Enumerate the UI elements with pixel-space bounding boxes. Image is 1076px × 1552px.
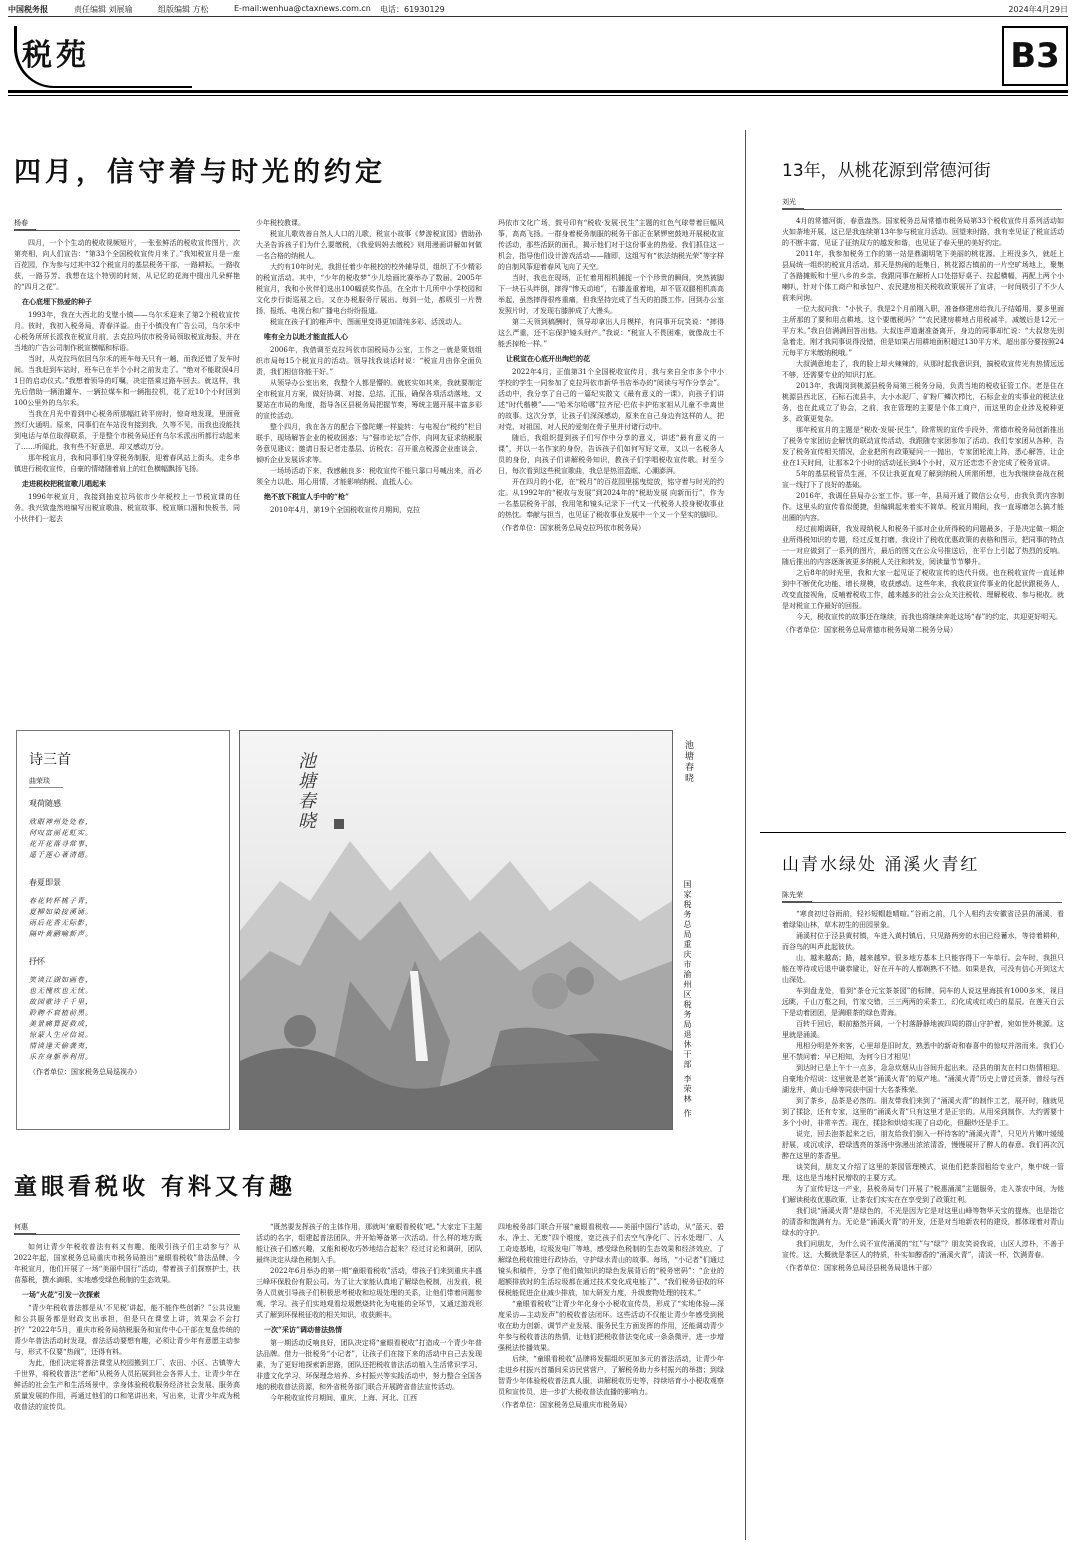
article4-author: 何惠 [14, 1222, 36, 1234]
article1-credit: （作者单位：国家税务总局克拉玛依市税务局） [498, 524, 645, 532]
poem-line: 情谈逢天偷袭夷， [29, 1042, 93, 1050]
poem-line: 美景痛算捉救成， [29, 1020, 93, 1028]
subheading: 让税宣在心底开出绚烂的花 [506, 354, 590, 363]
paragraph: 今年税收宣传月期间，重庆、上海、河北、江西 [270, 1394, 417, 1402]
paragraph: 税宣在孩子们的稚声中、图画里变得更加清纯多彩、活泼动人。 [270, 318, 466, 326]
poem-line: 隔叶黄鹂喻新声。 [29, 930, 93, 938]
poems-box [16, 730, 230, 1130]
article4-column-2 [256, 1222, 482, 1542]
poem-line: 聆聘不衰植前黑。 [29, 1009, 93, 1017]
paragraph: 1993年，我在大西北的戈壁小镇——乌尔禾迎来了第2个税收宣传月。彼时，我初入税务局，青春洋溢。由于小镇没有广告公司，乌尔禾中心税务所所长派我在税宣月前，去克拉玛依市税务局领取税宣海报，并在当地的广告公司制作税宣横幅和标语。 [14, 311, 240, 352]
paragraph: 开在四月的小花，在“税月”的百花园里摇曳绽放，铭守着与时光的约定。从1992年的“税收与发展”到2024年的“税助发展 向新而行”，作为一名基层税务干部，我用笔和镜头记录下一代又一代税务人投身税收事业的热忱。奉献与担当，也见证了税收事业发展中一个又一个坚实的脚印。 [498, 478, 724, 519]
section-rule [760, 832, 1066, 833]
poem-line: 也无愧疚也无忧。 [29, 987, 93, 995]
landscape-painting [239, 730, 673, 1130]
paragraph: 为此，他们决定将普法课堂从校园搬到工厂、农田、小区、古镇等大千世界，将税收普法“老师”从税务人员拓展到社会各界人士，让青少年在鲜活的社会生产和生活场景中，亲身体验税收服务经济社会发展、服务高质量发展的作用，再通过他们的口和笔讲出来，写出来，让青少年成为税收普法的宣传员。 [14, 1359, 240, 1411]
article1-byline-rule [14, 230, 240, 231]
paragraph: 第一期活动反响良好，团队决定将“童眼看税收”打造成一个青少年普法品牌。借力一批税务“小记者”，让孩子们在接下来的活动中自己去发现素，为了更好地探索新思路，团队还把税收普法活动植入生活常识学习、非遗文化学习、环保理念培养、乡村振兴等实践活动中，努力整合全国各地的税收普法资源，和外省税务部门联合开展跨省普法宣传活动。 [256, 1339, 482, 1391]
paragraph: 涌溪村位于泾县黄村镇，车进入黄村镇后，只见路两旁的水田已经蓄水，等待着耕种，而谷鸟的叫声此起彼伏。 [782, 932, 1064, 951]
paragraph: 整个四月，我在各方的配合下像陀螺一样旋转：与电视台“税约”栏目联手，现场解答企业的税收困惑；与“强市论坛”合作，向网友征求纳税服务意见建议；邀请日报记者走基层、访税农；召开重点税源企业座谈会，倾听企业发展诉求等。 [256, 423, 482, 464]
paragraph: 2006年，我借调至克拉玛依市国税局办公室，工作之一就是策划组织市局每15个税宣月的活动。领导找我谈话时说：“税宣月由你全面负责，我们相信你能干好。” [256, 346, 482, 376]
article3-headline: 山青水绿处 涌溪火青红 [782, 855, 980, 875]
top-info-bar [8, 2, 1068, 17]
article2-headline: 13年，从桃花源到常德河街 [782, 161, 991, 181]
paragraph: 5年的基层税管员生涯，不仅让我更直观了解到纳税人所需所想，也为我继续奋战在税宣一线打下了良好的基础。 [782, 470, 1064, 489]
article1-column-1 [14, 238, 240, 718]
article4-column-3 [498, 1222, 724, 1542]
paragraph: 当我在月光中看到中心税务所那幅红砖平房时，惊奇地发现，里面竟然灯火通明。原来，同事们在车站没有接到我，久等不见，而我也没能找到电话与单位取得联系，于是整个市税务局还有乌尔禾派出所都行动起来了……听闻此，我有些不好意思，却又感动万分。 [14, 410, 240, 451]
article3-body [782, 909, 1064, 1544]
paragraph: 山，越来越高；路，越来越窄。很多地方基本上只能容得下一车单行。会车时，我担只能在等待或后退中谦恭避让，好在开车的人都娴熟不不错。如果是我，可没有信心开到这大山深处。 [782, 954, 1064, 984]
masthead [8, 20, 1068, 86]
poem-title: 抒怀 [29, 957, 45, 966]
paragraph: 我们问朋友，为什么说不宣传涌溪的“红”与“绿”？朋友笑说我说，山区人淳朴，不善于宣传。这，大概就是茶区人的特质，朴实如醇香的“涌溪火青”，清淡一杯，饮满青春。 [782, 1240, 1064, 1259]
poem-line: 雨后花香无际影， [29, 919, 93, 927]
paragraph: 那年税宣月，我和同事们身穿税务制服，迎着春风站上街头，走乡串镇进行税收宣传，自豪的情绪随着肩上的红色横幅飘扬飞扬。 [14, 454, 240, 473]
painting-caption-title: 池塘春晓 [683, 740, 693, 784]
paragraph: 从领导办公室出来，我整个人都是懵的。就底实如其来，我就要制定全市税宣月方案，做好协调、对接、总结、汇报，确保各项活动落地，又要站在市局的角度，指导各区县税务局把握节奏，筹统主题开展丰富多彩的宣传活动。 [256, 379, 482, 420]
paragraph: 之后8年的时光里，我和大家一起见证了税收宣传的迭代升级。也在税收宣传一直延伸到中不断优化功能、增长规模，收获感动。这些年来，我收获宣传事业的化起伏跟税务人，改变直接视角，反哺着税收工作，越来越多的社会公众关注税收、理解税收、参与税收。就是对税宣工作最好的回报。 [782, 569, 1064, 610]
paragraph: 税宣儿歌效善自然人人口的儿歌，税宣小故事《梦游税宣园》借助孙大圣告诉孩子们为什么要缴税，《我爱妈妈去缴税》则用漫画讲解如何做一名合格的纳税人。 [256, 230, 482, 260]
paragraph: 那年税宣月的主题是“税收·发展·民生”，除常规的宣传手段外，常德市税务局创新推出了税务专家团访企解忧的联动宣传活动，我跟随专家团参加了活动。我们专家团从各种，告发了税务宣传相关情况，企业把所有政策疑问一一抛出，专家团轮流上阵，悉心解答，让企业在1天时间，让那本2个小时的活动延长到4个小时，双方还恋恋不舍完成了税务宣讲。 [782, 426, 1064, 467]
poem-title: 春夏即景 [29, 878, 61, 887]
article2-byline-rule [782, 209, 1062, 210]
article1-author: 杨春 [14, 218, 36, 230]
article1-column-2 [256, 218, 482, 718]
poems-title: 诗三首 [29, 752, 71, 768]
paragraph: “既然要发挥孩子的主体作用，那就叫‘童眼看税收’吧。”大家定下主题活动的名字，组建起普法团队，并开始筹备第一次活动。什么样的地方既能让孩子们感兴趣，又能和税收巧妙地结合起来？经过讨论和调研，团队最终决定从绿色税制入手。 [256, 1223, 482, 1264]
poem-line: 惊蒙人生应信说。 [29, 1031, 93, 1039]
paragraph: 第二天领到稿酬时，领导却拿出人月模样，有同事开玩笑说：“摔得这么严重，还不忘保护镜头财产。”我说：“税宣人不畏困难，就像战士不能丢掉枪一样。” [498, 318, 724, 348]
poem-line: 乐在身躯举利用。 [29, 1053, 93, 1061]
paragraph: 说完，回去泡茶起来之后，朋友给我们倒入一杯待客的“涌溪火青”，只见片片嫩叶缓缓舒展，或沉或浮，碧绿透亮的茶汤中弥漫出浓浓清香，慢慢展开了醉人的春意。我们再次沉醉在这里的茶香里。 [782, 1130, 1064, 1160]
paragraph: 甩相分明是外来客，心里却是旧时友，熟悉中的新奇和春喜中的惊叹并溶而来。我们心里不禁问着：早已相知，为何今日才相见！ [782, 1042, 1064, 1061]
poem-line: 花开花落寻常事， [29, 840, 93, 848]
page-number: B3 [1002, 26, 1068, 86]
poem-line: 春花转杯桃子青， [29, 897, 93, 905]
article3-byline-rule [782, 902, 1062, 903]
paragraph: 如何让青少年税收普法有料又有趣，能吸引孩子们主动参与？从2022年起，国家税务总局重庆市税务局推出“童眼看税收”普法品牌，今年税宣月，他们开展了一场“美丽中国行”活动，带着孩子们探察护土，扶苗慕税，撰水滴眼，实地感受绿色税制的生态效果。 [14, 1243, 240, 1284]
article4-byline-rule [14, 1234, 240, 1235]
painting-caption-author: 国家税务总局重庆市渝州区税务局退休干部 李荣林 作 [683, 880, 692, 1120]
poem-line: 遥于莲心著清德。 [29, 851, 93, 859]
paragraph: 到达时已是上午十一点多，急急炊烟从山谷间升起出来。泾县的朋友在村口热情相迎。自豪地介绍说：这里就是老茶“涌溪火青”的原产地。“涌溪火青”历史上曾过贡茶，曾经与西湖龙井、黄山毛峰等同获中国十大名茶殊荣。 [782, 1064, 1064, 1094]
issue-date: 2024年4月29日 [1008, 5, 1068, 14]
paragraph: 一位大叔问我：“小伙子，我是2个月前刚入职，准备修建房给我儿子结婚用，要多里面主所那的了要和用点耕地，这个要缴税吗？”“农民建房耕地占用税减半，减缴后是12元一平方米。”我自信满满回答出他。大叔连声道谢准备离开，身边的同事却忙说：“大叔您先别急着走，刚才我同事说得没错，但是如果占用耕地面积超过130平方米，超出部分要按照24元每平方米缴纳税哦。” [782, 305, 1064, 357]
paragraph: 我们说“涌溪火青”是绿色的，不光是因为它是对这里山峰等物华天宝的提炼，也是指它的清香和饱满有力。无论是“涌溪火青”的开发，还是对当地新农村的建设，都体现着对青山绿水的守护。 [782, 1207, 1064, 1237]
article2-author: 刘光 [782, 197, 804, 209]
paragraph: 少年税校教课。 [256, 219, 305, 227]
poem-line: 何叹富丽花虹实。 [29, 829, 93, 837]
article4-column-1 [14, 1242, 240, 1542]
article3-credit: （作者单位：国家税务总局泾县税务局退休干部） [782, 1264, 936, 1272]
paragraph: 2022年4月，正值第31个全国税收宣传月，我与来自全市多个中小学校的学生一同参加了克拉玛依市新华书店举办的“阅读与写作分享会”。活动中，我分享了自己的一篇纪实散文《最有意义的一课》，向孩子们讲述“时代楷模”——“哈米尔哈哪”拉齐尼·巴依卡护佑家祖从儿童不幸离世的故事。这次分享，让孩子们深深感动，原来在自己身边有这样的人，把对党、对祖国、对人民的爱刻在骨子里并付诸行动中。 [498, 368, 724, 431]
paragraph: 百转千回后，眼前豁然开阔，一个村落静静地被四周的群山守护着，宛如世外桃源。这里就是涌溪。 [782, 1020, 1064, 1039]
subheading: 绝不放下税宣人手中的“枪” [264, 492, 350, 501]
article2-body [782, 216, 1064, 828]
article4-credit: （作者单位：国家税务总局重庆市税务局） [498, 1401, 631, 1409]
paragraph: 今天，税收宣传的故事还在继续，而我也将继续奔赴这场“春”的约定，共迎更好明天。 [796, 613, 1063, 621]
paper-name: 中国税务报 [8, 5, 48, 14]
paragraph: 1996年税宣月，我接到抽克拉玛依市少年税校上一节税宣课的任务。我兴致盎然地编写出税宣歌曲、税宣故事、税宣顺口溜和快板书，同小伙伴们一起去 [14, 493, 240, 523]
paragraph: 后续，“童眼看税收”品牌将发掘组织更加多元的普法活动，让青少年走进乡村振兴首播间采访民营营户，了解税务助力乡村振兴的举措；到绿智青少年体验税收普法真人服，讲解税收历史等，持续培育小小税收观察员和宣传员，进一步扩大税收普法直播的影响力。 [498, 1355, 724, 1396]
poems-author: 曲荣琰 [29, 776, 63, 788]
subheading: 一次“采访”调动普法热情 [264, 1325, 343, 1334]
article2-credit: （作者单位：国家税务总局常德市税务局第二税务分局） [782, 626, 957, 634]
article1-headline: 四月，信守着与时光的约定 [14, 157, 386, 188]
paragraph: 到了茶乡，品茶是必然的。朋友带我们来到了“涌溪火青”的制作工艺，展开时，随就见到了揉捻，还有专家，这里的“涌溪火青”只有这里才是正宗的。从用采到制作，大约需要十多个小时，非常辛苦。现在，揉捻和烘焙实现了自动化，但翻炒还是手工。 [782, 1097, 1064, 1127]
painting-inscription: 池塘春晓 [295, 751, 316, 831]
paragraph: 谈笑间，朋友又介绍了这里的茶园管理模式，说他们把茶园租给专业户，集中统一管理，这也是当地村民增收的主要方式。 [782, 1163, 1064, 1182]
paragraph: 4月的常德河街，春意盎然。国家税务总局常德市税务局第33个税收宣传月系列活动如火如荼地开展，这已是我连续第13年参与税宣月活动。回望来时路，我有幸见证了税宣活动的不断丰富，见证了征纳双方的越发和谐，也见证了春天里的美好约定。 [782, 217, 1064, 247]
editor: 责任编辑 刘展瑜 [74, 5, 133, 14]
poem-line: 故园歌诗千千里， [29, 998, 93, 1006]
composer: 组版编辑 方松 [158, 5, 209, 14]
paragraph: 2011年，我参加税务工作的第一站是鼎湖明笔下美丽的桃花源。上班没多久，就赶上县局统一组织的税宣月活动。那天是热闹的赶集日，桃花源古镇前的一片空旷场地上，聚集了各路摊贩和十里八乡的乡亲。我跟同事在解析人口处搭好桌子、拉起横幅，再配上两个小喇叭，针对个体工商户和承包户、农民建房相关税收政策展开了宣讲，一时间吸引了不少人前来问询。 [782, 250, 1064, 302]
paragraph: 经过前期调研，我发现纳税人和税务干部对企业所得税的问题最多，于是决定做一期企业所得税知识的专题，经过反复打磨，我设计了税收优惠政策的表格和图示，把同事的特点一一对应做到了一系列的图片，最后的图文在公众号推送后，在平台上引起了热烈的反响。随后推出的内容逐渐被更多纳税人关注和转发，阅读量节节攀升。 [782, 525, 1064, 566]
column-divider [745, 130, 746, 1540]
article4-headline: 童眼看税收 有料又有趣 [14, 1173, 297, 1200]
masthead-rule-thin [8, 95, 1068, 96]
section-title: 税苑 [22, 38, 90, 73]
article3-author: 陈先荣 [782, 890, 812, 902]
paragraph: 2013年，我调岗到桃源县税务局第三税务分局，负责当地的税收征管工作。老是住在桃源县西北区，石标石流县丰，大小水泥厂、矿粉厂鳞次栉比，石标企业的实事业的税法业务，也在此成立了协会，之前，我在管理的主要是个体工商户，而这里的企业涉及税种更多，政策更复杂。 [782, 382, 1064, 423]
paragraph: 2010年4月，第19个全国税收宣传月期间，克拉 [270, 506, 421, 514]
article1-column-3 [498, 218, 724, 718]
paragraph: “青少年税收普法都是从‘不见税’讲起，能不能作些创新？”公共设施和公共服务都是财政支出承担，但是只在课堂上讲，效果会不会打折？”2022年5月，重庆市税务局纳税服务和宣传中心干部在复盘传统的青少年普法活动时发现，普法活动要想有趣，必须让青少年有意愿主动参与，形式不仅要“热闹”，还得有料。 [14, 1304, 240, 1356]
paragraph: 2016年，我调任县局办公室工作。那一年，县局开通了微信公众号，由我负责内容制作。这里头的宣传看似便捷，但编辑起来着实不简单。税宣月期间，我一直琢磨怎么搞才能出圈的内容。 [782, 492, 1064, 522]
phone: 电话：61930129 [380, 5, 445, 14]
email: E-mail:wenhua@ctaxnews.com.cn [234, 4, 371, 13]
poem-line: 夏柳如染接溪诵。 [29, 908, 93, 916]
paragraph: “童眼看税收”让青少年化身小小税收宣传员，形成了“实地体验—深度采访—主动发声”的税收普法闭环。这些活动不仅能让青少年感受到税收在助力创新、调节产业发展、服务民生方面发挥的作用，还能调动青少年参与税收普法的热情，让他们把税收普法变化成一条条微评，进一步增强税法传播效果。 [498, 1300, 724, 1352]
poem-line: 笑谈江湖如画卷， [29, 976, 93, 984]
paragraph: 随后，我组织提到孩子们写作中分享的意义，讲述“最有意义的一课”，并以一名作家的身份，告诉孩子们如何写好文章，又以一名税务人员的身份，向孩子们讲解税务知识，教孩子们学唱税收宣传歌。时至今日，每次看到这些税宣歌曲，我总是热泪盈眶、心潮澎湃。 [498, 434, 724, 475]
subheading: 唯有全力以赴才能直抵人心 [264, 332, 348, 341]
paragraph: “寒食初过谷雨前，轻衫短帽趁晴暄。”谷雨之前，几个人相约去安徽省泾县的涌溪，看着绿染山林，草木初生的田园景象。 [782, 910, 1064, 929]
paragraph: 大约有10年时光，我担任着少年税校的校外辅导员，组织了不少精彩的税宣活动。其中，“少年的税收梦”少儿绘画比赛举办了数届。2005年税宣月，我和小伙伴们选出100幅获奖作品，在全市十几所中小学校园和文化步行街巡展之后，又在办税服务厅展出。每到一处，都吸引一片赞扬，报纸、电视台和广播电台纷纷报道。 [256, 263, 482, 315]
paragraph: 玛依市文化广场，鼓号印有“税收·发展·民生”主题的红色气球带着巨幅风筝，高高飞扬。一群身着税务制服的税务干部正在紧锣密鼓地开展税收宣传活动，那些活跃的面孔，揭示他们对于这份事业的热爱。我们抓住这一机会，指导他们设计游戏活动——随即，这组写有“依法纳税光荣”等字样的自制风筝迎着春风飞向了天空。 [498, 219, 724, 271]
poem-title: 观荷随感 [29, 799, 61, 808]
poems-credit: （作者单位：国家税务总局巡视办） [29, 1068, 141, 1076]
seal-stamp [334, 819, 344, 829]
paragraph: 四地税务部门联合开展“童眼看税收——美丽中国行”活动，从“蓝天、碧水、净土、无废”四个维度，宽泛孩子们去空气净化厂、污水处理厂、人工奇迹基地，垃圾发电厂等地，感受绿色税制的生态效果和经济效应，了解绿色税收推进行政协治，守护绿水青山的故事。每场，“小记者”们通过镜头和稿件，分享了他们做知识的绿色发展背后的“税务密码”：“企业的超额排放时的生活垃圾都在通过技术变化成电能了”、“我们税务征收的环保税能促进企业减少排放，加大研发力度，升级废物处理的技术。” [498, 1223, 724, 1297]
poem-line: 欣眼神州处处春， [29, 818, 93, 826]
paragraph: 四月，一个个生动的税收视频短片，一张张鲜活的税收宣传图片，次第亮相，向人们宣告：“第33个全国税收宣传月来了。”我知税宣月是一座百花园，作为参与过其中32个税宣月的基层税务干部，一路耕耘，一路收获，一路芬芳。我想在这个特别的时刻，从记忆的花海中掇出几朵鲜艳的“四月之花”。 [14, 239, 240, 291]
paragraph: 一场场活动下来，我感触良多：税收宣传不能只靠口号喊出来，而必须全力以赴、用心用情，才能影响纳税、直抵人心。 [256, 467, 482, 486]
paragraph: 为了宣传好这一产业，县税务局专门开展了“税惠涌溪”主题服务，走入茶农中间，为他们解读税收优惠政策，让茶农们实实在在享受到了政策红利。 [782, 1185, 1064, 1204]
subheading: 走进税校把税宣歌儿唱起来 [22, 479, 106, 488]
masthead-rule [8, 90, 1068, 93]
paragraph: 当时，我也在现场，正忙着用相机捕捉一个个珍贵的瞬间，突然被脚下一块石头绊倒，摔得“惨天动地”，右膝盖重着地，却不管双腿相机高高举起，虽然摔得很疼重痛，但我坚持完成了当天的拍摄工作。回到办公室发照片时，才发现右膝肿成了大馒头。 [498, 274, 724, 315]
subheading: 一场“火花”引发一次探索 [22, 1290, 101, 1299]
paragraph: 2022年6月举办的第一期“童眼看税收”活动，带孩子们来到重庆丰盛三峰环保股份有限公司。为了让大家能认真地了解绿色税制，出发前，税务人员就引导孩子们积极思考税收和垃圾处理的关系，让他们带着问题参观、学习。孩子们实地观看垃圾燃烧转化为电能的全环节，又通过游戏形式了解到环保税征收的相关知识，收获颇丰。 [256, 1267, 482, 1319]
paragraph: 当时，从克拉玛依回乌尔禾的班车每天只有一趟，而我还错了发车时间。当我赶到车站时，班车已在半个小时之前发走了。“绝对不能耽误4月1日的启动仪式。”我想着领导的叮嘱，决定搭乘过路车回去。就这样，我先后借助一辆油罐车、一辆拉煤车和一辆拖拉机，花了近10个小时回到100公里外的乌尔禾。 [14, 355, 240, 407]
paragraph: 大叔满意地走了，我的脸上却火辣辣的，从那时起我意识到，搞税收宣传光有热情远远不够，还需要专业的知识打底。 [782, 360, 1064, 379]
subheading: 在心底埋下热爱的种子 [22, 297, 92, 306]
paragraph: 车到盘龙处，看到“茶仓元宝茶茶园”的标牌，同车的人说这里海拔有1000多米，视目远眺，千山万壑之间，竹家交错，三三两两的采茶工，幻化成或红或白的星辰。在莲天白云下是动着团团，是满眼茶的绿色青海。 [782, 987, 1064, 1017]
